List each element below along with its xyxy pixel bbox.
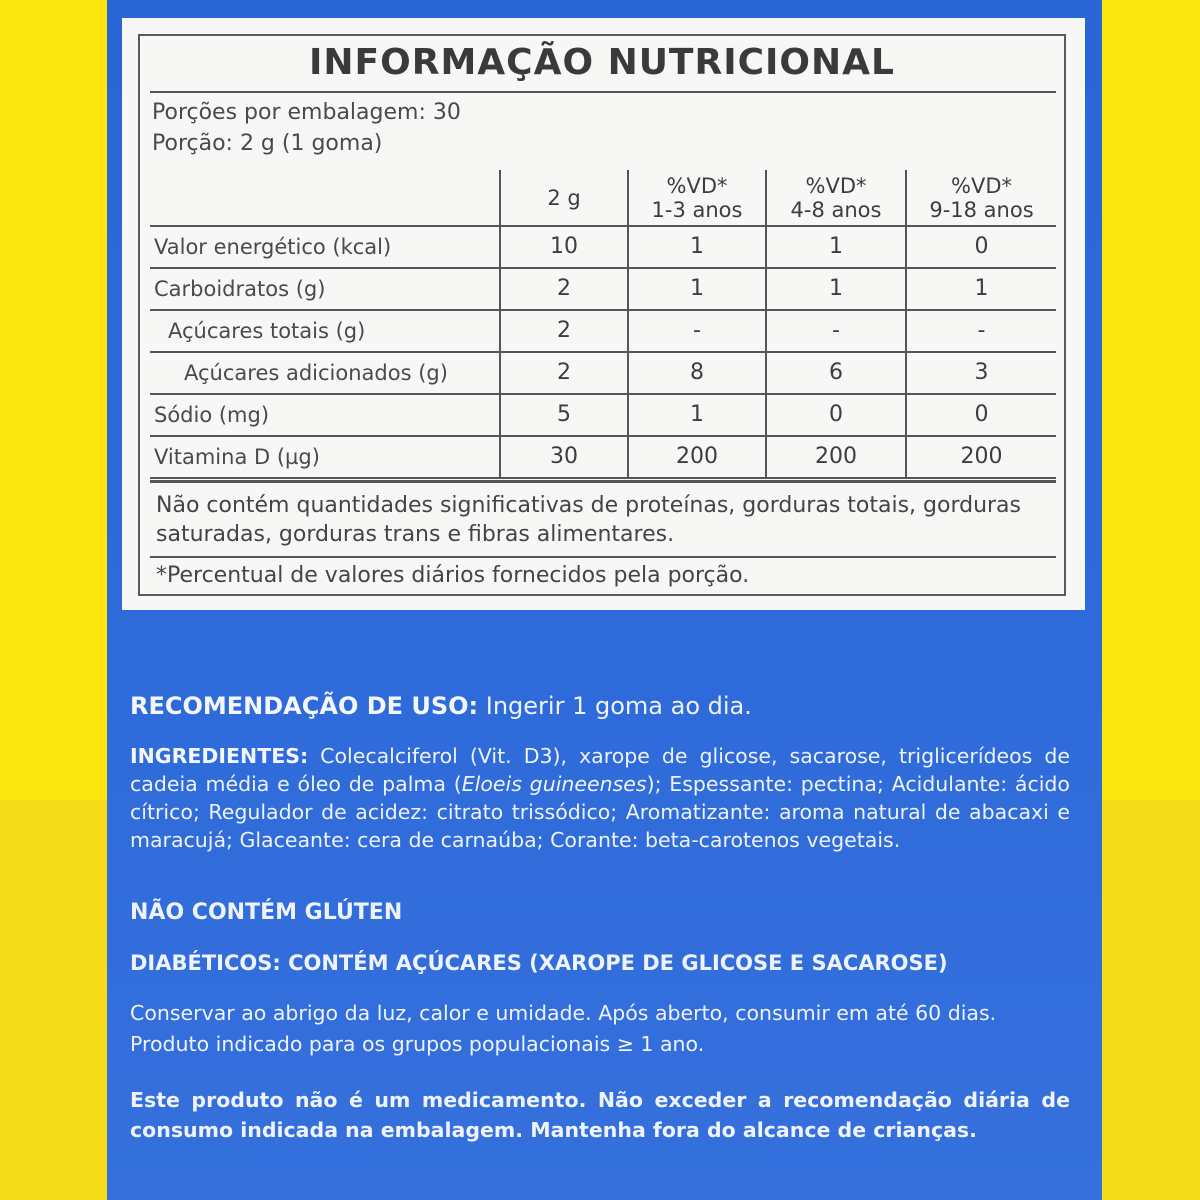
header-vd-1-3: %VD* 1-3 anos — [651, 173, 743, 222]
nutrient-name: Açúcares totais (g) — [150, 310, 500, 352]
table-bottom-rule — [150, 480, 1056, 483]
header-vd-4-8: %VD* 4-8 anos — [790, 173, 882, 222]
vd-footnote: *Percentual de valores diários fornecidos pela porção. — [156, 563, 750, 588]
ingredients-text — [130, 742, 1070, 854]
nutrient-name: Açúcares adicionados (g) — [150, 352, 500, 394]
diabetics-notice: DIABÉTICOS: CONTÉM AÇÚCARES (XAROPE DE GLICOSE E SACAROSE) — [130, 951, 948, 975]
table-header-row — [150, 170, 1056, 226]
nutrient-name: Valor energético (kcal) — [150, 226, 500, 268]
gluten-notice: NÃO CONTÉM GLÚTEN — [130, 900, 403, 925]
value-vd-4-8: 6 — [766, 352, 906, 394]
nutrient-name: Sódio (mg) — [150, 394, 500, 436]
nutrition-table — [150, 170, 1056, 479]
not-significant-note: Não contém quantidades significativas de proteínas, gorduras totais, gorduras saturadas, gorduras trans e fibras alimentares. — [156, 493, 1022, 547]
usage-text: Ingerir 1 goma ao dia. — [478, 692, 752, 720]
usage-label: RECOMENDAÇÃO DE USO: — [130, 692, 479, 720]
header-cell-vd-4-8 — [766, 170, 906, 226]
value-vd-9-18: 200 — [906, 436, 1056, 478]
value-vd-4-8: 200 — [766, 436, 906, 478]
header-cell-vd-1-3 — [628, 170, 766, 226]
value-vd-4-8: 1 — [766, 226, 906, 268]
value-vd-9-18: 0 — [906, 226, 1056, 268]
ingredients-list-end: ); Espessante: pectina; Acidulante: ácido cítrico; Regulador de acidez: citrato trissódico; Aromatizante: aroma natural de abacaxi e maracujá; Glaceante: cera de carnaúba; Corante: beta-carotenos vegetais. — [130, 772, 1070, 852]
value-vd-1-3: 200 — [628, 436, 766, 478]
medicine-warning: Este produto não é um medicamento. Não exceder a recomendação diária de consumo indicada na embalagem. Mantenha fora do alcance de crianças. — [130, 1088, 1070, 1142]
usage-recommendation — [130, 692, 1070, 720]
header-cell-portion — [500, 170, 628, 226]
ingredients-label: INGREDIENTES: — [130, 744, 309, 768]
value-portion: 2 — [500, 352, 628, 394]
value-vd-1-3: 1 — [628, 226, 766, 268]
value-portion: 10 — [500, 226, 628, 268]
table-row — [150, 352, 1056, 394]
header-cell-nutrient — [150, 170, 500, 226]
value-vd-1-3: 8 — [628, 352, 766, 394]
value-vd-9-18: 0 — [906, 394, 1056, 436]
value-portion: 5 — [500, 394, 628, 436]
value-vd-1-3: 1 — [628, 394, 766, 436]
nutrition-title: INFORMAÇÃO NUTRICIONAL — [309, 42, 895, 83]
portion-size: Porção: 2 g (1 goma) — [152, 131, 383, 156]
table-row — [150, 310, 1056, 352]
ingredients-list-start: Colecalciferol (Vit. D3), xarope de glicose, sacarose, triglicerídeos de cadeia média e óleo de palma ( — [130, 744, 1070, 796]
palm-scientific-name: Eloeis guineenses — [461, 772, 647, 796]
value-vd-9-18: - — [906, 310, 1056, 352]
header-portion: 2 g — [547, 185, 581, 210]
table-row — [150, 226, 1056, 268]
title-divider — [150, 91, 1056, 93]
nutrient-name: Carboidratos (g) — [150, 268, 500, 310]
value-vd-9-18: 1 — [906, 268, 1056, 310]
value-vd-1-3: 1 — [628, 268, 766, 310]
value-portion: 2 — [500, 268, 628, 310]
value-vd-4-8: - — [766, 310, 906, 352]
storage-instructions: Conservar ao abrigo da luz, calor e umidade. Após aberto, consumir em até 60 dias. Produto indicado para os grupos populacionais ≥ 1 ano. — [130, 1001, 997, 1056]
value-vd-1-3: - — [628, 310, 766, 352]
header-cell-vd-9-18 — [906, 170, 1056, 226]
footnote-divider — [150, 556, 1056, 558]
value-vd-4-8: 0 — [766, 394, 906, 436]
header-vd-9-18: %VD* 9-18 anos — [929, 173, 1034, 222]
value-vd-4-8: 1 — [766, 268, 906, 310]
table-row — [150, 394, 1056, 436]
nutrient-name: Vitamina D (µg) — [150, 436, 500, 478]
table-row — [150, 268, 1056, 310]
portions-per-package: Porções por embalagem: 30 — [152, 100, 461, 125]
value-vd-9-18: 3 — [906, 352, 1056, 394]
value-portion: 30 — [500, 436, 628, 478]
table-row — [150, 436, 1056, 478]
value-portion: 2 — [500, 310, 628, 352]
